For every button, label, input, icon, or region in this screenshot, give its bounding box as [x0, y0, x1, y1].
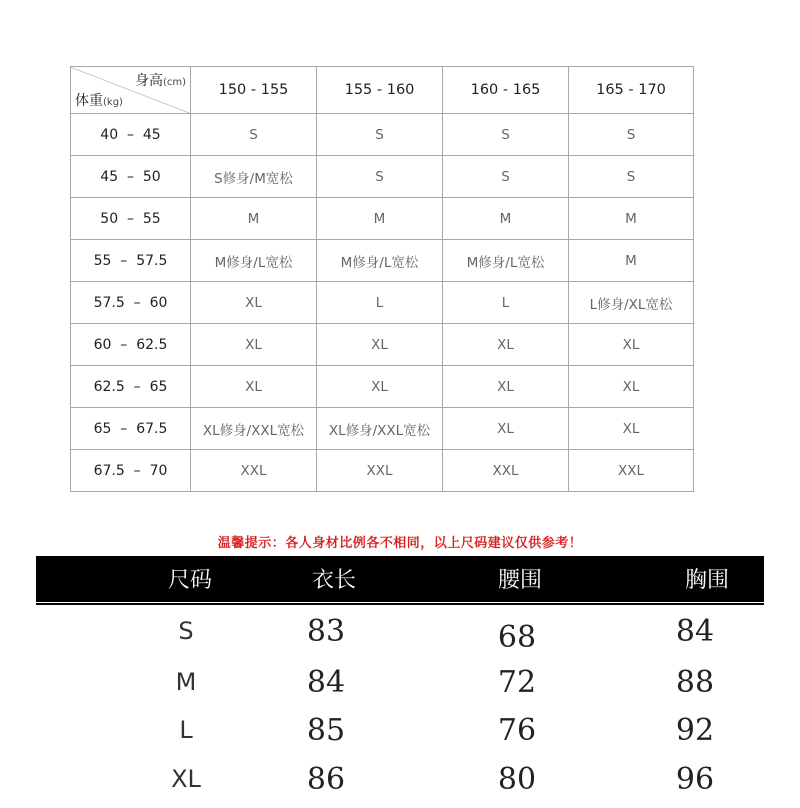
length-value: 83 — [306, 614, 346, 649]
measurement-header-bar — [36, 556, 764, 602]
size-cell: XXL — [191, 450, 317, 492]
size-cell: S — [191, 114, 317, 156]
weight-range-cell: 55 – 57.5 — [71, 240, 191, 282]
size-value: L — [179, 716, 193, 744]
size-disclaimer-tip: 温馨提示：各人身材比例各不相同，以上尺码建议仅供参考！ — [217, 536, 583, 551]
size-cell: S — [569, 114, 694, 156]
weight-range-cell: 45 – 50 — [71, 156, 191, 198]
table-row — [71, 282, 694, 324]
length-value: 86 — [306, 762, 346, 797]
measurement-row — [0, 762, 800, 808]
size-cell: M — [317, 198, 443, 240]
size-cell: XL修身/XXL宽松 — [191, 408, 317, 450]
chest-value: 84 — [675, 614, 715, 649]
table-row — [71, 156, 694, 198]
waist-value: 76 — [497, 713, 537, 748]
chest-value: 96 — [675, 762, 715, 797]
weight-range-cell: 65 – 67.5 — [71, 408, 191, 450]
chest-value: 88 — [675, 665, 715, 700]
size-cell: XL — [569, 324, 694, 366]
waist-column-header: 腰围 — [497, 568, 542, 593]
size-cell: S — [443, 156, 569, 198]
size-cell: M — [569, 198, 694, 240]
size-cell: L — [317, 282, 443, 324]
waist-value: 68 — [497, 620, 537, 655]
weight-range-cell: 50 – 55 — [71, 198, 191, 240]
size-cell: XXL — [569, 450, 694, 492]
table-corner-cell — [71, 67, 191, 114]
weight-range-cell: 62.5 – 65 — [71, 366, 191, 408]
length-value: 85 — [306, 713, 346, 748]
size-cell: XL — [317, 324, 443, 366]
table-header-row — [71, 67, 694, 114]
size-cell: M — [569, 240, 694, 282]
measurement-row — [0, 614, 800, 660]
height-axis-label: 身高(cm) — [134, 73, 186, 89]
weight-range-cell: 67.5 – 70 — [71, 450, 191, 492]
size-cell: XXL — [443, 450, 569, 492]
size-cell: XL — [191, 366, 317, 408]
table-row — [71, 198, 694, 240]
weight-range-cell: 40 – 45 — [71, 114, 191, 156]
length-value: 84 — [306, 665, 346, 700]
table-row — [71, 324, 694, 366]
size-cell: S — [569, 156, 694, 198]
size-cell: XL — [191, 324, 317, 366]
table-row — [71, 366, 694, 408]
size-cell: M修身/L宽松 — [317, 240, 443, 282]
size-value: S — [178, 617, 194, 645]
size-value: XL — [171, 765, 201, 793]
size-cell: L修身/XL宽松 — [569, 282, 694, 324]
height-range-header: 150 - 155 — [191, 67, 317, 114]
size-column-header: 尺码 — [167, 568, 212, 593]
weight-unit: (kg) — [103, 97, 123, 108]
size-cell: XL — [443, 408, 569, 450]
measurement-row — [0, 665, 800, 711]
size-cell: XL — [569, 366, 694, 408]
chest-column-header: 胸围 — [684, 568, 729, 593]
size-cell: XL — [317, 366, 443, 408]
weight-axis-label: 体重(kg) — [75, 93, 123, 109]
table-row — [71, 114, 694, 156]
size-cell: XXL — [317, 450, 443, 492]
size-cell: S — [443, 114, 569, 156]
size-cell: XL修身/XXL宽松 — [317, 408, 443, 450]
size-cell: M — [443, 198, 569, 240]
measurement-row — [0, 713, 800, 759]
length-column-header: 衣长 — [311, 568, 356, 593]
waist-value: 72 — [497, 665, 537, 700]
size-cell: L — [443, 282, 569, 324]
waist-value: 80 — [497, 762, 537, 797]
chest-value: 92 — [675, 713, 715, 748]
size-cell: XL — [443, 324, 569, 366]
size-cell: M修身/L宽松 — [191, 240, 317, 282]
table-row — [71, 408, 694, 450]
size-cell: S — [317, 156, 443, 198]
size-cell: XL — [443, 366, 569, 408]
height-range-header: 160 - 165 — [443, 67, 569, 114]
size-value: M — [175, 668, 197, 696]
size-cell: XL — [191, 282, 317, 324]
size-recommendation-table — [70, 66, 694, 492]
header-divider — [36, 603, 764, 605]
size-cell: M — [191, 198, 317, 240]
table-row — [71, 450, 694, 492]
size-cell: S修身/M宽松 — [191, 156, 317, 198]
weight-range-cell: 60 – 62.5 — [71, 324, 191, 366]
weight-range-cell: 57.5 – 60 — [71, 282, 191, 324]
height-range-header: 155 - 160 — [317, 67, 443, 114]
size-cell: M修身/L宽松 — [443, 240, 569, 282]
size-cell: XL — [569, 408, 694, 450]
size-cell: S — [317, 114, 443, 156]
height-range-header: 165 - 170 — [569, 67, 694, 114]
table-row — [71, 240, 694, 282]
height-unit: (cm) — [162, 77, 186, 88]
